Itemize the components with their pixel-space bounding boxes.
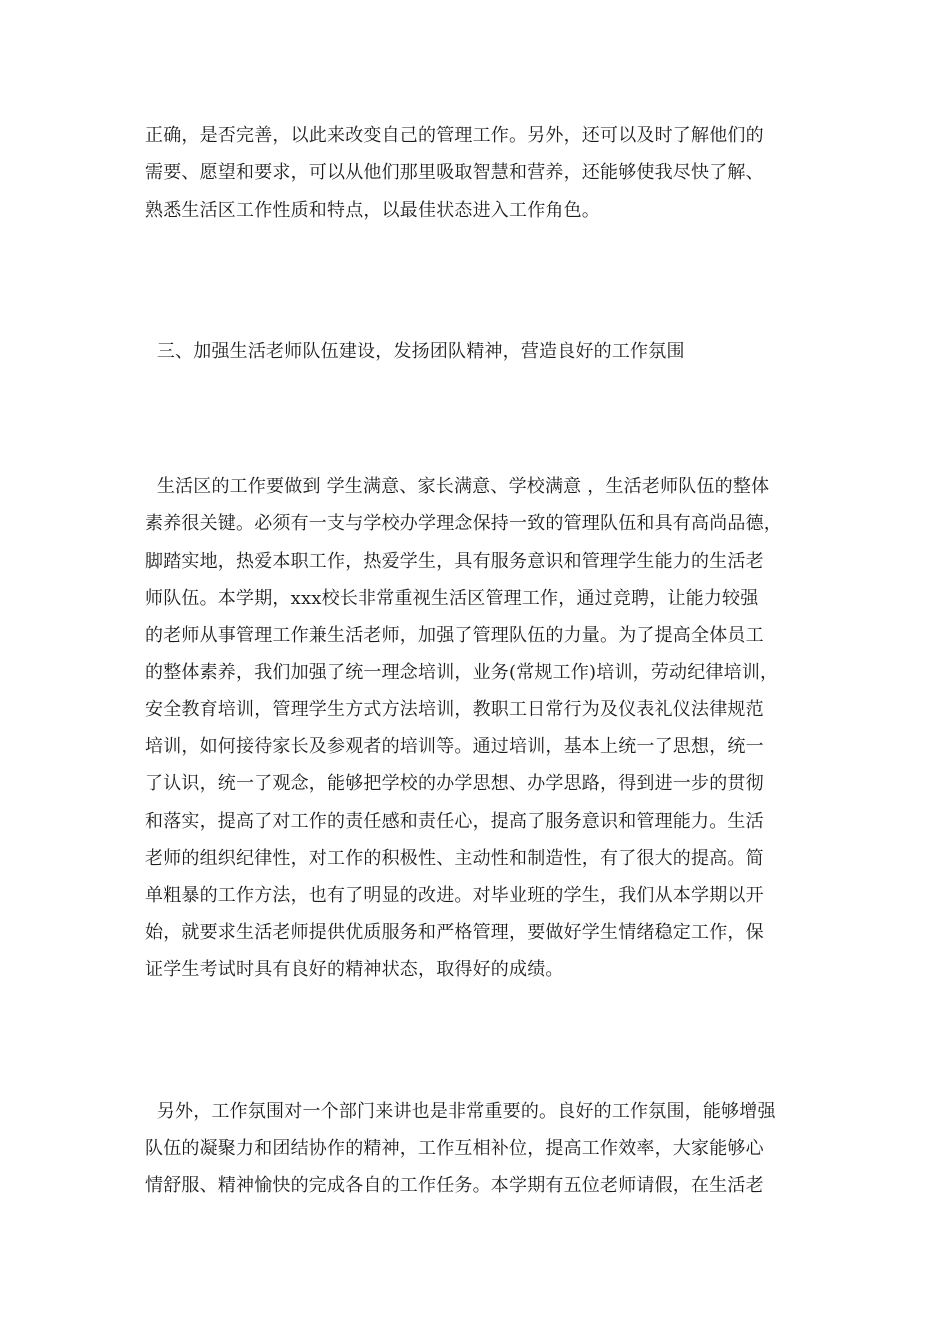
text-line: 的老师从事管理工作兼生活老师，加强了管理队伍的力量。为了提高全体员工 (145, 625, 764, 646)
text-line: 始，就要求生活老师提供优质服务和严格管理，要做好学生情绪稳定工作，保 (145, 922, 764, 943)
text-line: 单粗暴的工作方法，也有了明显的改进。对毕业班的学生，我们从本学期以开 (145, 885, 764, 906)
text-line: 老师的组织纪律性，对工作的积极性、主动性和制造性，有了很大的提高。简 (145, 848, 764, 869)
text-line: 证学生考试时具有良好的精神状态，取得好的成绩。 (145, 959, 564, 980)
text-line: 脚踏实地，热爱本职工作，热爱学生，具有服务意识和管理学生能力的生活老 (145, 551, 764, 572)
text-line: 了认识，统一了观念，能够把学校的办学思想、办学思路，得到进一步的贯彻 (145, 773, 764, 794)
text-line: 另外，工作氛围对一个部门来讲也是非常重要的。良好的工作氛围，能够增强 (145, 1101, 776, 1122)
section-heading: 三、加强生活老师队伍建设，发扬团队精神，营造良好的工作氛围 (145, 341, 685, 362)
text-line: 和落实，提高了对工作的责任感和责任心，提高了服务意识和管理能力。生活 (145, 811, 764, 832)
text-line: 正确，是否完善，以此来改变自己的管理工作。另外，还可以及时了解他们的 (145, 125, 764, 146)
text-line: 培训，如何接待家长及参观者的培训等。通过培训，基本上统一了思想，统一 (145, 736, 764, 757)
text-line: 队伍的凝聚力和团结协作的精神，工作互相补位，提高工作效率，大家能够心 (145, 1138, 764, 1159)
text-line: 生活区的工作要做到 学生满意、家长满意、学校满意 ，生活老师队伍的整体 (145, 476, 770, 497)
text-line: 的整体素养，我们加强了统一理念培训，业务(常规工作)培训，劳动纪律培训， (145, 662, 779, 683)
text-line: 师队伍。本学期，xxx校长非常重视生活区管理工作，通过竞聘，让能力较强 (145, 588, 759, 609)
text-line: 情舒服、精神愉快的完成各自的工作任务。本学期有五位老师请假，在生活老 (145, 1175, 764, 1196)
text-line: 熟悉生活区工作性质和特点，以最佳状态进入工作角色。 (145, 200, 600, 221)
text-line: 安全教育培训，管理学生方式方法培训，教职工日常行为及仪表礼仪法律规范 (145, 699, 764, 720)
text-line: 需要、愿望和要求，可以从他们那里吸取智慧和营养，还能够使我尽快了解、 (145, 162, 764, 183)
text-line: 素养很关键。必须有一支与学校办学理念保持一致的管理队伍和具有高尚品德， (145, 513, 782, 534)
